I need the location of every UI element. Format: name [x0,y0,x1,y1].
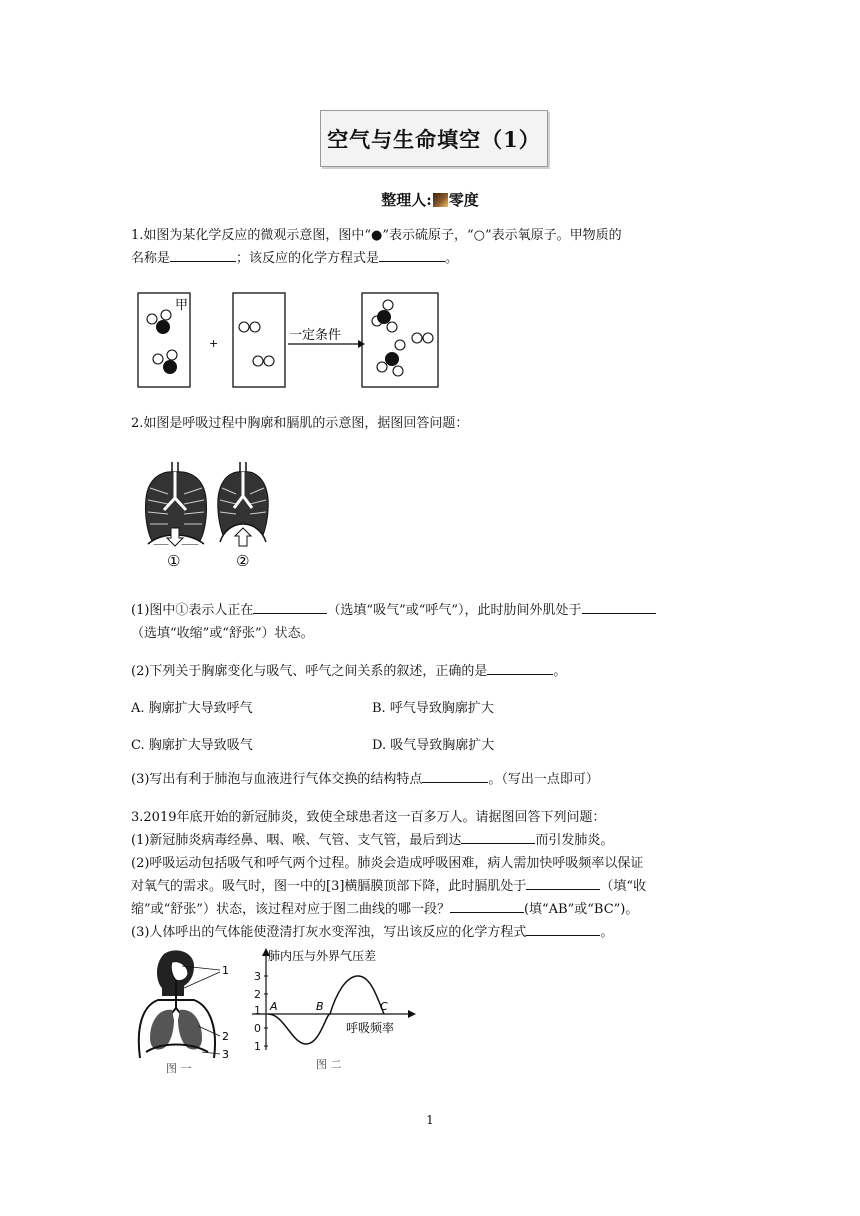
answer-blank[interactable] [450,898,524,913]
answer-blank[interactable] [526,921,600,936]
page-title: 空气与生命填空（1） [320,110,548,167]
option-a[interactable]: A. 胸廓扩大导致呼气 [131,701,253,716]
avatar-icon [433,193,448,207]
q1-line2: 名称是 ；该反应的化学方程式是 。 [131,247,731,270]
label-3: 3 [222,1048,229,1061]
compiler-name: 零度 [448,191,479,209]
answer-blank[interactable] [379,247,445,262]
answer-blank[interactable] [582,599,656,614]
ytick: 3 [254,970,261,983]
plus-sign: + [209,337,219,350]
respiratory-system-figure [132,948,242,1074]
point-a: A [270,1000,278,1013]
option-c[interactable]: C. 胸廓扩大导致吸气 [131,738,253,753]
answer-blank[interactable] [253,599,327,614]
thorax-exhale [145,462,206,546]
answer-blank[interactable] [526,875,600,890]
compiler-label: 整理人: [381,191,432,209]
ytick: 1 [254,1040,261,1053]
compiler-line [0,189,860,210]
thorax-diagram [142,458,274,570]
q1-line1: 1.如图为某化学反应的微观示意图，图中“●”表示硫原子，“○”表示氧原子。甲物质的 [131,228,622,243]
fig2-caption: 图 二 [316,1058,342,1071]
ytick: 0 [254,1022,261,1035]
q3-text [131,806,731,944]
q1-text [131,224,731,270]
answer-blank[interactable] [487,660,553,675]
ytick: 1 [254,1004,261,1017]
page-number: 1 [426,1113,434,1127]
chart-xlabel: 呼吸频率 [346,1021,395,1035]
q3-intro: 3.2019年底开始的新冠肺炎，致使全球患者这一百多万人。请据图回答下列问题： [131,810,606,825]
q3-part2-line2: 对氧气的需求。吸气时，图一中的[3]横膈膜顶部下降，此时膈肌处于 （填“收 [131,875,731,898]
fig-label-2: ② [236,552,250,570]
q2-part1: (1)图中①表示人正在 （选填“吸气”或“呼气”），此时肋间外肌处于 （选填“收缩”或“舒张”）状态。 [131,599,731,645]
point-b: B [316,1000,324,1013]
q3-part1: (1)新冠肺炎病毒经鼻、咽、喉、气管、支气管，最后到达 而引发肺炎。 [131,829,731,852]
ytick: 2 [254,988,261,1001]
q2-part3: (3)写出有利于肺泡与血液进行气体交换的结构特点 。（写出一点即可） [131,768,731,791]
jia-label: 甲 [175,298,189,313]
q3-part3: (3)人体呼出的气体能使澄清打灰水变浑浊，写出该反应的化学方程式 。 [131,921,731,944]
q3-part2-line1: (2)呼吸运动包括吸气和呼气两个过程。肺炎会造成呼吸困难，病人需加快呼吸频率以保证 [131,856,644,871]
label-1: 1 [222,964,229,977]
box-reactant-oxygen [233,293,285,387]
chart-ylabel: 肺内压与外界气压差 [268,949,377,963]
answer-blank[interactable] [461,829,535,844]
option-b[interactable]: B. 呼气导致胸廓扩大 [372,701,494,716]
fig1-caption: 图 一 [166,1062,192,1074]
reaction-diagram [136,289,446,391]
fig-label-1: ① [167,552,181,570]
answer-blank[interactable] [422,768,488,783]
q2-part2: (2)下列关于胸廓变化与吸气、呼气之间关系的叙述，正确的是 。 [131,660,731,683]
condition-label: 一定条件 [289,328,342,343]
thorax-inhale [218,462,268,546]
point-c: C [380,1000,388,1013]
answer-blank[interactable] [170,247,236,262]
q3-part2-line3: 缩”或“舒张”）状态，该过程对应于图二曲线的哪一段？ (填“AB”或“BC”)。 [131,898,731,921]
q2-intro: 2.如图是呼吸过程中胸廓和膈肌的示意图，据图回答问题： [131,416,469,431]
label-2: 2 [222,1030,229,1043]
option-d[interactable]: D. 吸气导致胸廓扩大 [372,738,495,753]
pressure-chart [250,946,420,1076]
